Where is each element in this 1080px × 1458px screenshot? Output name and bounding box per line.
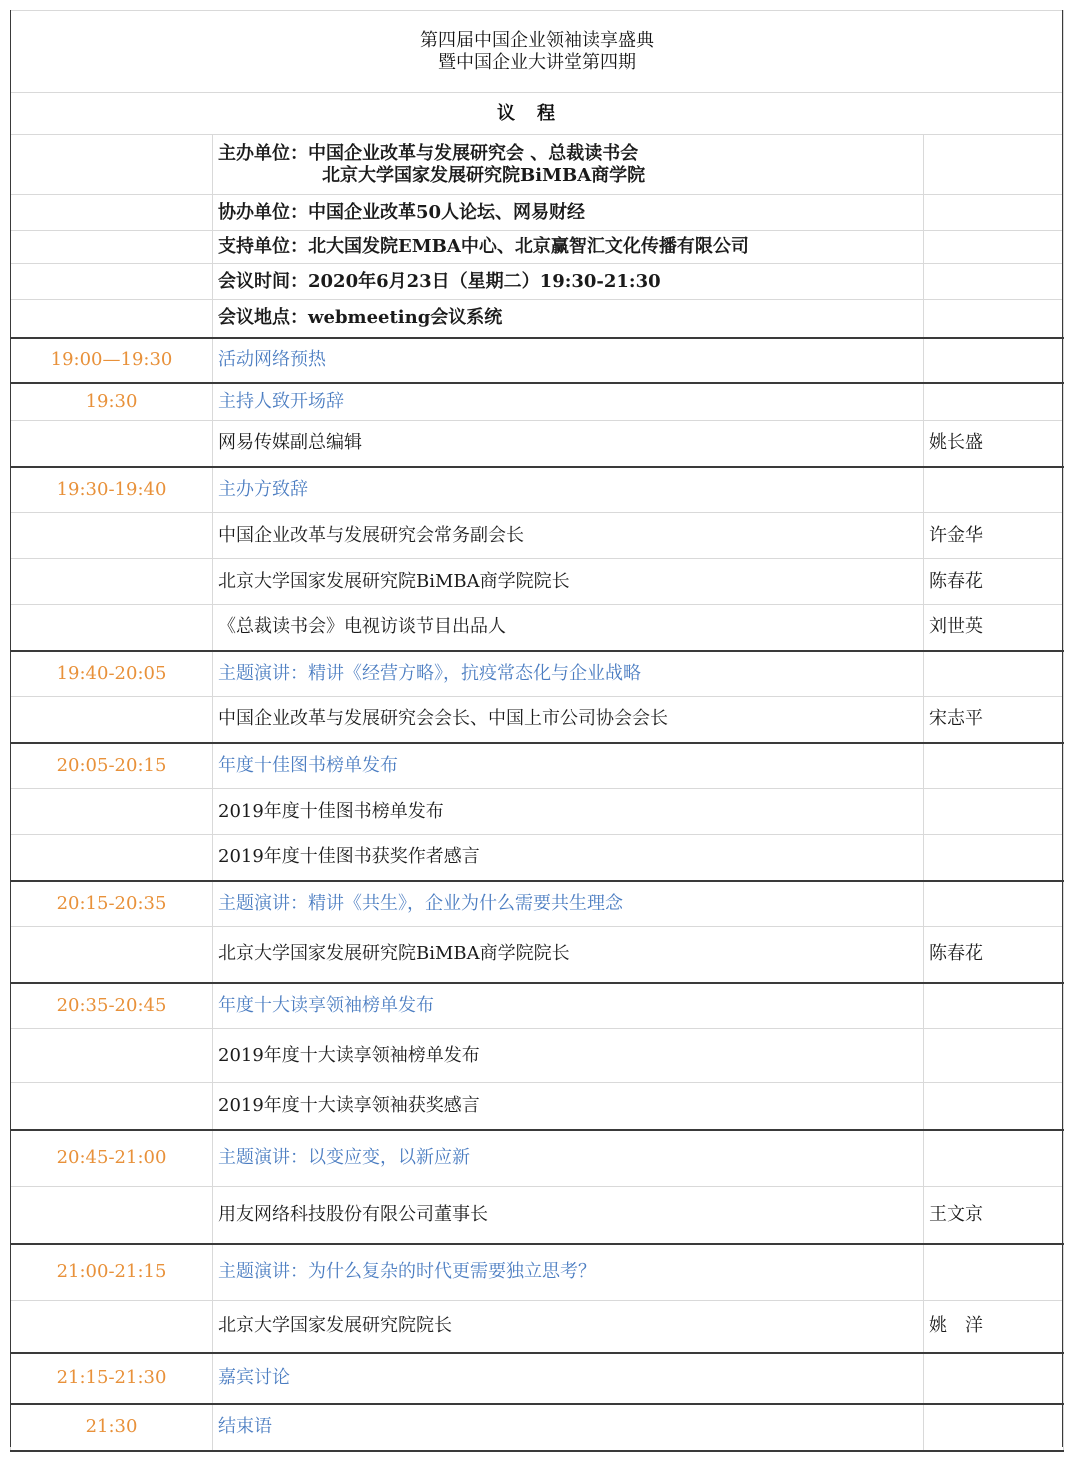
row-time [11,559,213,605]
row-person: 王文京 [924,1187,1064,1244]
agenda-row [11,789,1064,835]
agenda-row [11,743,1064,789]
agenda-heading: 议程 [11,93,1064,135]
agenda-row [11,467,1064,513]
agenda-row [11,983,1064,1029]
title-row [11,11,1064,93]
row-person [924,1353,1064,1404]
row-time: 19:30-19:40 [11,467,213,513]
row-person: 许金华 [924,513,1064,559]
row-time [11,697,213,743]
row-person [924,467,1064,513]
row-person [924,881,1064,927]
row-time [11,1083,213,1130]
agenda-row [11,559,1064,605]
row-time: 19:40-20:05 [11,651,213,697]
row-item: 年度十佳图书榜单发布 [213,743,924,789]
row-time: 19:30 [11,383,213,421]
row-item: 主办方致辞 [213,467,924,513]
info-venue: 会议地点：webmeeting会议系统 [213,300,924,338]
info-cohost-row [11,195,1064,231]
agenda-row [11,338,1064,383]
row-time: 20:35-20:45 [11,983,213,1029]
event-title-line2: 暨中国企业大讲堂第四期 [438,51,636,73]
row-item: 结束语 [213,1404,924,1451]
info-support-row [11,231,1064,264]
row-time: 21:30 [11,1404,213,1451]
agenda-row [11,697,1064,743]
row-person [924,383,1064,421]
row-person: 刘世英 [924,605,1064,651]
info-host-line1: 中国企业改革与发展研究会 、总裁读书会 [308,142,639,164]
row-item: 中国企业改革与发展研究会会长、中国上市公司协会会长 [213,697,924,743]
agenda-table [10,10,1064,1452]
row-person: 陈春花 [924,559,1064,605]
event-title-line1: 第四届中国企业领袖读享盛典 [420,29,654,51]
row-item: 2019年度十大读享领袖榜单发布 [213,1029,924,1083]
row-item: 主题演讲：精讲《共生》，企业为什么需要共生理念 [213,881,924,927]
row-time: 19:00—19:30 [11,338,213,383]
row-item: 《总裁读书会》电视访谈节目出品人 [213,605,924,651]
row-person [924,1029,1064,1083]
agenda-row [11,1353,1064,1404]
row-time: 21:00-21:15 [11,1244,213,1301]
agenda-row [11,605,1064,651]
row-item: 嘉宾讨论 [213,1353,924,1404]
row-person [924,835,1064,881]
row-item: 北京大学国家发展研究院BiMBA商学院院长 [213,927,924,983]
info-host-line2: 北京大学国家发展研究院BiMBA商学院 [322,164,646,186]
row-person [924,1130,1064,1187]
event-title [11,11,1064,93]
row-item: 北京大学国家发展研究院院长 [213,1301,924,1353]
info-support: 支持单位：北大国发院EMBA中心、北京赢智汇文化传播有限公司 [213,231,924,264]
row-item: 2019年度十大读享领袖获奖感言 [213,1083,924,1130]
row-person [924,789,1064,835]
agenda-row [11,1301,1064,1353]
row-person [924,983,1064,1029]
agenda-row [11,513,1064,559]
row-person [924,743,1064,789]
agenda-row [11,881,1064,927]
row-time: 20:05-20:15 [11,743,213,789]
row-item: 网易传媒副总编辑 [213,421,924,467]
row-person [924,1083,1064,1130]
row-time: 20:45-21:00 [11,1130,213,1187]
row-item: 主题演讲：精讲《经营方略》，抗疫常态化与企业战略 [213,651,924,697]
row-item: 主题演讲：以变应变，以新应新 [213,1130,924,1187]
info-time-row [11,264,1064,300]
row-item: 活动网络预热 [213,338,924,383]
agenda-heading-row [11,93,1064,135]
agenda-row [11,1130,1064,1187]
row-item: 中国企业改革与发展研究会常务副会长 [213,513,924,559]
row-time [11,1301,213,1353]
row-time [11,1187,213,1244]
row-person: 陈春花 [924,927,1064,983]
row-person: 姚长盛 [924,421,1064,467]
row-item: 北京大学国家发展研究院BiMBA商学院院长 [213,559,924,605]
row-item: 2019年度十佳图书获奖作者感言 [213,835,924,881]
row-time [11,605,213,651]
row-person [924,338,1064,383]
row-time [11,1029,213,1083]
row-item: 2019年度十佳图书榜单发布 [213,789,924,835]
row-time: 21:15-21:30 [11,1353,213,1404]
row-person [924,1244,1064,1301]
agenda-row [11,835,1064,881]
info-venue-row [11,300,1064,338]
agenda-row [11,383,1064,421]
agenda-row [11,927,1064,983]
row-item: 主题演讲：为什么复杂的时代更需要独立思考？ [213,1244,924,1301]
info-host-row [11,135,1064,195]
agenda-row [11,1244,1064,1301]
agenda-row [11,1404,1064,1451]
row-person [924,651,1064,697]
agenda-row [11,421,1064,467]
agenda-row [11,1187,1064,1244]
info-host-label: 主办单位： [218,142,308,164]
row-time [11,835,213,881]
row-time [11,927,213,983]
row-item: 用友网络科技股份有限公司董事长 [213,1187,924,1244]
row-time [11,513,213,559]
agenda-row [11,1029,1064,1083]
row-item: 主持人致开场辞 [213,383,924,421]
row-person: 姚 洋 [924,1301,1064,1353]
info-cohost: 协办单位：中国企业改革50人论坛、网易财经 [213,195,924,231]
row-item: 年度十大读享领袖榜单发布 [213,983,924,1029]
row-time: 20:15-20:35 [11,881,213,927]
info-host [213,135,924,195]
row-time [11,789,213,835]
row-person [924,1404,1064,1451]
agenda-row [11,651,1064,697]
agenda-sheet [10,10,1063,1447]
row-person: 宋志平 [924,697,1064,743]
agenda-row [11,1083,1064,1130]
row-time [11,421,213,467]
info-time: 会议时间：2020年6月23日（星期二）19:30-21:30 [213,264,924,300]
